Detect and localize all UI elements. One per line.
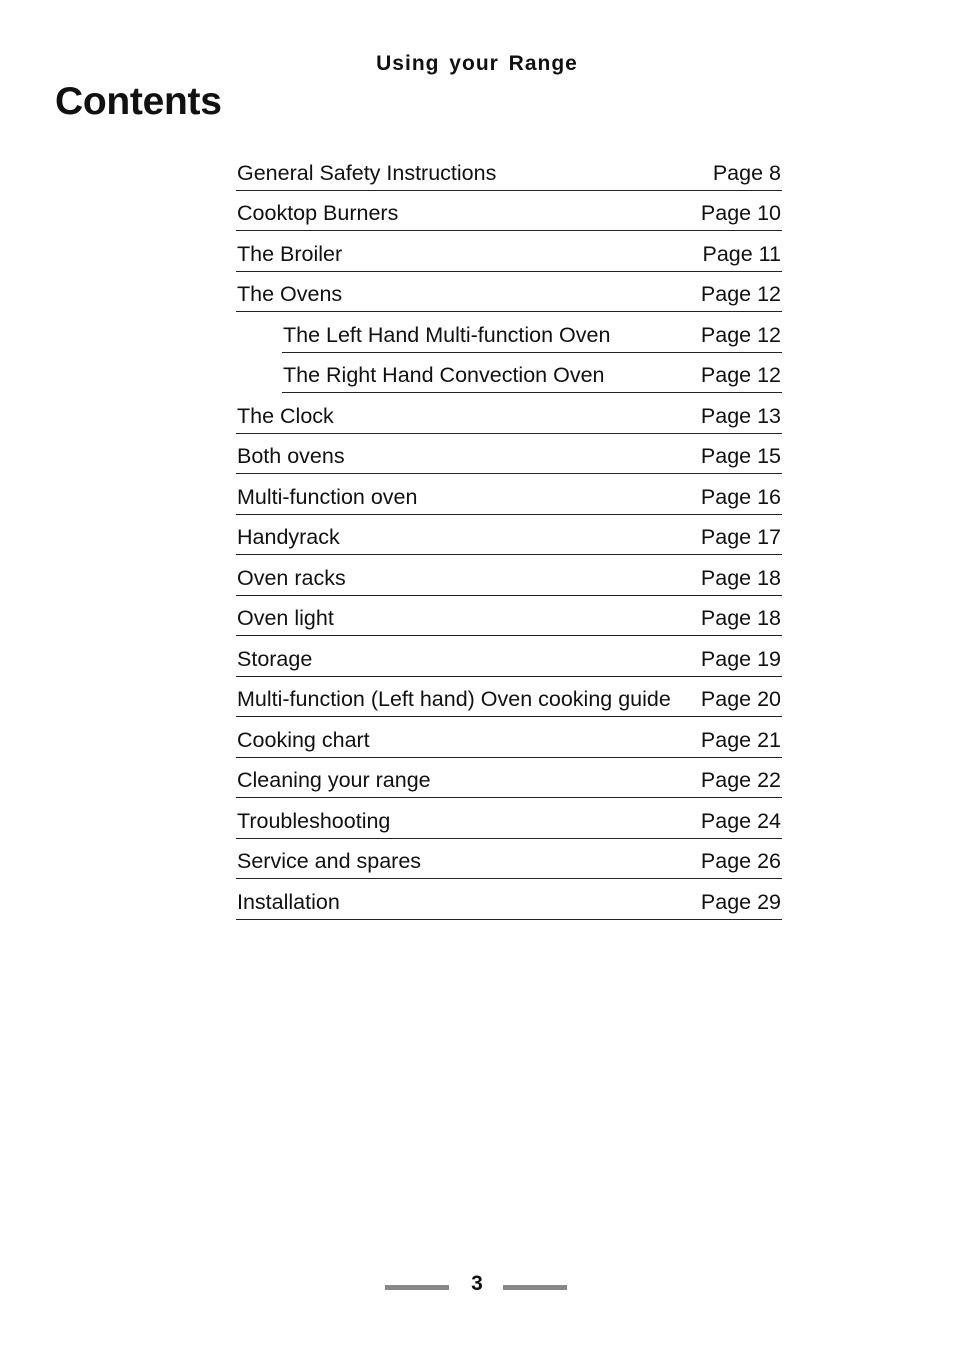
toc-entry-title: Oven racks [237, 565, 346, 590]
toc-entry [236, 717, 782, 758]
toc-entry [236, 596, 782, 637]
toc-entry-page: Page 21 [695, 728, 781, 753]
toc-entry-title: General Safety Instructions [237, 160, 497, 185]
toc-entry-title: Service and spares [237, 849, 422, 873]
page-number: 3 [471, 1272, 483, 1295]
toc-entry-title: Storage [237, 646, 313, 671]
toc-entry-page: Page 18 [695, 566, 781, 591]
toc-entry [236, 636, 782, 677]
toc-entry-title: Installation [237, 889, 340, 914]
toc-entry [236, 434, 782, 475]
toc-entry [236, 677, 782, 718]
toc-entry-page: Page 26 [695, 849, 781, 874]
toc-entry-title: Cleaning your range [237, 768, 431, 792]
toc-entry-page: Page 10 [695, 201, 781, 226]
toc-entry [236, 758, 782, 799]
toc-entry-page: Page 12 [695, 363, 781, 388]
page-footer [0, 1272, 954, 1302]
toc-entry-title: Multi-function oven [237, 484, 418, 509]
toc-entry-title: Both ovens [237, 444, 345, 468]
toc-entry-page: Page 11 [696, 242, 781, 267]
toc-entry-page: Page 29 [695, 890, 781, 915]
toc-entry-title: Troubleshooting [237, 808, 391, 833]
toc-entry [236, 231, 782, 272]
toc-entry-title: Multi-function (Left hand) Oven cooking guide [237, 687, 671, 711]
toc-entry [236, 839, 782, 880]
table-of-contents [236, 150, 782, 920]
toc-entry-page: Page 22 [695, 768, 781, 793]
toc-entry [236, 150, 782, 191]
toc-entry-page: Page 15 [695, 444, 781, 469]
toc-entry-page: Page 17 [695, 525, 781, 550]
toc-entry-title: The Clock [237, 403, 334, 428]
toc-entry-page: Page 20 [695, 687, 781, 712]
running-header: Using your Range [376, 52, 578, 75]
toc-entry-page: Page 19 [695, 647, 781, 672]
toc-entry-title: Oven light [237, 606, 334, 630]
toc-entry [236, 191, 782, 232]
toc-entry-page: Page 18 [695, 606, 781, 631]
toc-entry-page: Page 12 [695, 282, 781, 307]
toc-entry [236, 272, 782, 313]
toc-entry [236, 879, 782, 920]
toc-subentry [282, 353, 782, 394]
page-title: Contents [55, 80, 222, 123]
toc-entry [236, 515, 782, 556]
footer-rule-right [503, 1285, 567, 1290]
toc-entry-page: Page 12 [695, 323, 781, 348]
toc-entry [236, 798, 782, 839]
toc-subentry [282, 312, 782, 353]
toc-entry-title: The Ovens [237, 282, 343, 306]
toc-entry-page: Page 24 [695, 809, 781, 834]
toc-entry-title: The Right Hand Convection Oven [283, 363, 605, 387]
toc-entry-title: Handyrack [237, 525, 340, 549]
toc-entry-title: Cooktop Burners [237, 201, 399, 225]
toc-entry-title: The Broiler [237, 241, 343, 266]
toc-entry-title: Cooking chart [237, 727, 370, 752]
toc-entry [236, 393, 782, 434]
toc-entry-page: Page 8 [707, 161, 781, 186]
toc-entry-title: The Left Hand Multi-function Oven [283, 322, 611, 347]
toc-entry [236, 474, 782, 515]
toc-entry-page: Page 13 [695, 404, 781, 429]
toc-entry [236, 555, 782, 596]
toc-entry-page: Page 16 [695, 485, 781, 510]
